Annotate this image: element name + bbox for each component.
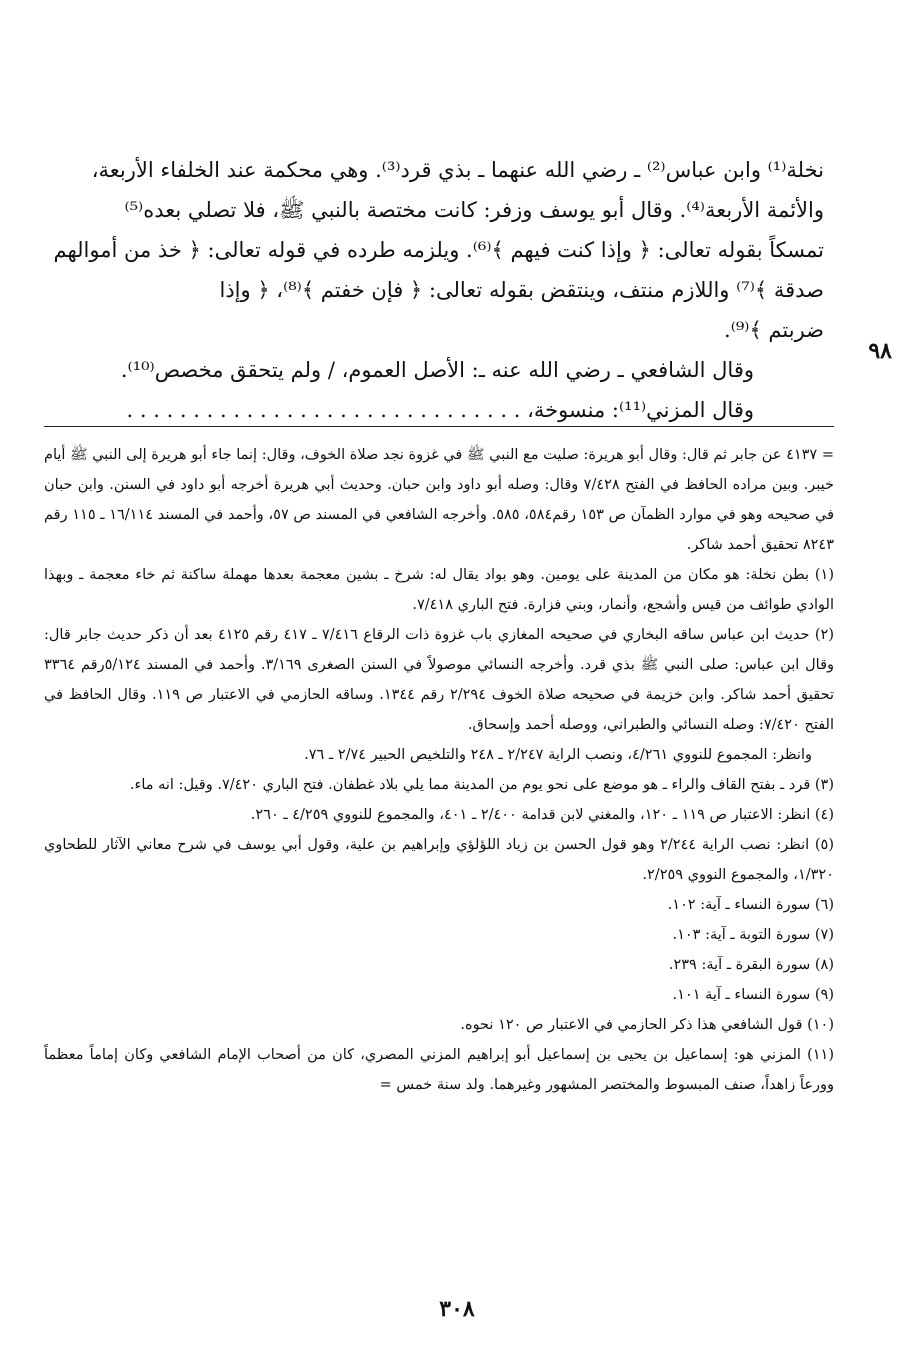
footnote-4: (٤) انظر: الاعتبار ص ١١٩ ـ ١٢٠، والمغني لابن قدامة ٢/٤٠٠ ـ ٤٠١، والمجموع للنووي ٤/٢٥٩ ـ ٢٦٠.	[250, 807, 834, 823]
main-line-3: تمسكاً بقوله تعالى: ﴿ وإذا كنت فيهم ﴾⁽⁶⁾. ويلزمه طرده في قوله تعالى: ﴿ خذ من أموالهم	[53, 238, 824, 262]
main-text	[54, 150, 824, 430]
footnote-6: (٦) سورة النساء ـ آية: ١٠٢.	[667, 897, 834, 913]
footnote-9: (٩) سورة النساء ـ آية ١٠١.	[672, 987, 834, 1003]
footnote-5: (٥) انظر: نصب الراية ٢/٢٤٤ وهو قول الحسن بن زياد اللؤلؤي وإبراهيم بن علية، وقول أبي يوسف في شرح معاني الآثار للطحاوي ١/٣٢٠، والمجموع النووي ٢/٢٥٩.	[44, 837, 834, 883]
footnote-11: (١١) المزني هو: إسماعيل بن يحيى بن إسماعيل أبو إبراهيم المزني المصري، كان من أصحاب الإمام الشافعي وكان إماماً معظماً وورعاً زاهداً، صنف المبسوط والمختصر المشهور وغيرهما. ولد سنة خمس =	[44, 1047, 834, 1093]
footnote-2: (٢) حديث ابن عباس ساقه البخاري في صحيحه المغازي باب غزوة ذات الرقاع ٧/٤١٦ ـ ٤١٧ رقم ٤١٢٥ بعد أن ذكر حديث جابر قال: وقال ابن عباس: صلى النبي ﷺ بذي قرد. وأخرجه النسائي موصولاً في السنن الصغرى ٣/١٦٩. وأحمد في المسند ٥/١٢٤رقم ٣٣٦٤ تحقيق أحمد شاكر. وابن خزيمة في صحيحه صلاة الخوف ٢/٢٩٤ رقم ١٣٤٤. وساقه الحازمي في الاعتبار ص ١١٩. وقال الحافظ في الفتح ٧/٤٢٠: وصله النسائي والطبراني، ووصله أحمد وإسحاق.	[44, 627, 835, 733]
footnote-separator	[44, 426, 834, 427]
footnote-7: (٧) سورة التوبة ـ آية: ١٠٣.	[672, 927, 834, 943]
main-line-6: وقال الشافعي ـ رضي الله عنه ـ: الأصل العموم، / ولم يتحقق مخصص⁽¹⁰⁾.	[120, 358, 754, 382]
footnotes	[44, 440, 834, 1100]
main-line-1: نخلة⁽¹⁾ وابن عباس⁽²⁾ ـ رضي الله عنهما ـ بذي قرد⁽³⁾. وهي محكمة عند الخلفاء الأربعة،	[91, 158, 824, 182]
footnote-10: (١٠) قول الشافعي هذا ذكر الحازمي في الاعتبار ص ١٢٠ نحوه.	[460, 1017, 834, 1033]
footnote-3: (٣) قرد ـ بفتح القاف والراء ـ هو موضع على نحو يوم من المدينة مما يلي بلاد غطفان. فتح الباري ٧/٤٢٠. وقيل: انه ماء.	[129, 777, 834, 793]
main-line-7-dots: . . . . . . . . . . . . . . . . . . . . . . . . . . . . . .	[126, 398, 521, 422]
footnote-8: (٨) سورة البقرة ـ آية: ٢٣٩.	[668, 957, 834, 973]
footnote-2-see-also: وانظر: المجموع للنووي ٤/٢٦١، ونصب الراية ٢/٢٤٧ ـ ٢٤٨ والتلخيص الحبير ٢/٧٤ ـ ٧٦.	[304, 747, 812, 763]
main-line-2: والأئمة الأربعة⁽⁴⁾. وقال أبو يوسف وزفر: كانت مختصة بالنبي ﷺ، فلا تصلي بعده⁽⁵⁾	[124, 198, 824, 222]
page-number: ٣٠٨	[439, 1296, 475, 1322]
footnote-1: (١) بطن نخلة: هو مكان من المدينة على يومين. وهو بواد يقال له: شرخ ـ بشين معجمة بعدها مهملة ساكنة ثم خاء معجمة ـ وبهذا الوادي طوائف من قيس وأشجع، وأنمار، وبني فزارة. فتح الباري ٧/٤١٨.	[44, 567, 834, 613]
main-line-7-text: وقال المزني⁽¹¹⁾: منسوخة،	[527, 398, 754, 422]
main-line-5: ضربتم ﴾⁽⁹⁾.	[724, 318, 824, 342]
margin-page-number: ٩٨	[868, 338, 892, 364]
main-line-7	[54, 390, 824, 430]
footnote-continuation: = ٤١٣٧ عن جابر ثم قال: وقال أبو هريرة: صليت مع النبي ﷺ في غزوة نجد صلاة الخوف، وقال: إنما جاء أبو هريرة إلى النبي ﷺ أيام خيبر. وبين مراده الحافظ في الفتح ٧/٤٢٨ وقال: وصله أبو داود وابن حبان. وحديث أبي هريرة أخرجه أبو داود في السنن. وابن حبان في صحيحه وهو في موارد الظمآن ص ١٥٣ رقم٥٨٤، ٥٨٥. وأخرجه الشافعي في المسند ص ٥٧، وأحمد في المسند ١٦/١١٤ ـ ١١٥ رقم ٨٢٤٣ تحقيق أحمد شاكر.	[44, 447, 835, 553]
main-line-4: صدقة ﴾⁽⁷⁾ واللازم منتف، وينتقض بقوله تعالى: ﴿ فإن خفتم ﴾⁽⁸⁾، ﴿ وإذا	[219, 278, 824, 302]
